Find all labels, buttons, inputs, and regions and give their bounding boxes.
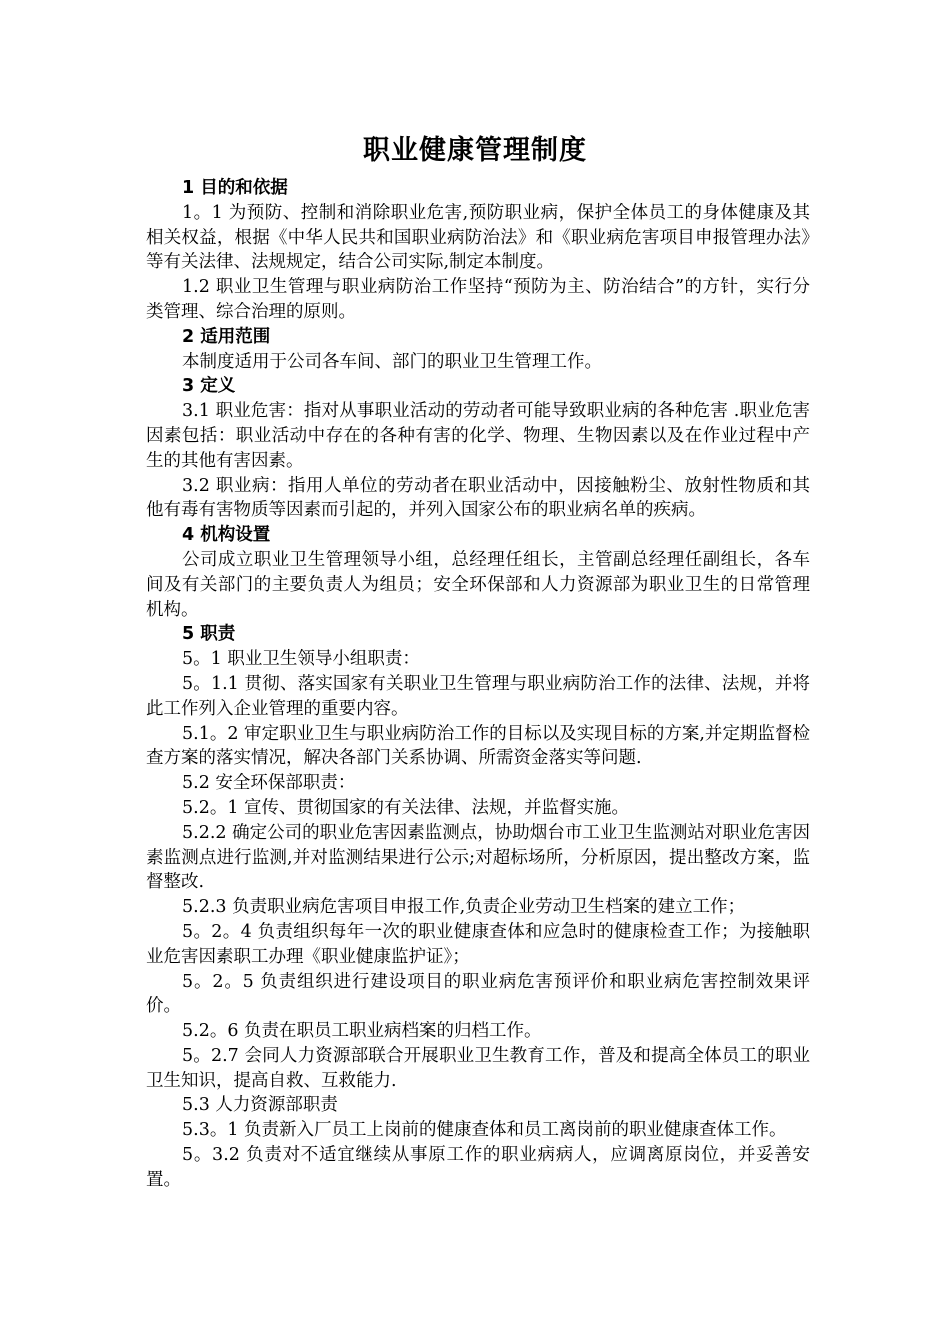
section-heading: 5 职责 <box>182 624 236 645</box>
document-title: 职业健康管理制度 <box>363 135 587 166</box>
body-paragraph: 5。1 职业卫生领导小组职责： <box>182 649 420 670</box>
section-heading: 4 机构设置 <box>182 525 271 546</box>
body-paragraph: 5.2.2 确定公司的职业危害因素监测点，协助烟台市工业卫生监测站对职业危害因素监测点进行监测,并对监测结果进行公示;对超标场所，分析原因，提出整改方案，监督整改. <box>146 822 810 893</box>
body-paragraph: 5。2。4 负责组织每年一次的职业健康查体和应急时的健康检查工作；为接触职业危害因素职工办理《职业健康监护证》； <box>146 921 810 967</box>
body-paragraph: 5。1.1 贯彻、落实国家有关职业卫生管理与职业病防治工作的法律、法规，并将此工作列入企业管理的重要内容。 <box>146 673 810 719</box>
body-paragraph: 5。2.7 会同人力资源部联合开展职业卫生教育工作，普及和提高全体员工的职业卫生知识，提高自救、互救能力. <box>146 1045 810 1091</box>
body-paragraph: 5.3。1 负责新入厂员工上岗前的健康查体和员工离岗前的职业健康查体工作。 <box>182 1120 787 1141</box>
body-paragraph: 3.2 职业病：指用人单位的劳动者在职业活动中，因接触粉尘、放射性物质和其他有毒有害物质等因素而引起的，并列入国家公布的职业病名单的疾病。 <box>146 475 810 521</box>
section-heading: 3 定义 <box>182 376 236 397</box>
body-paragraph: 3.1 职业危害：指对从事职业活动的劳动者可能导致职业病的各种危害 .职业危害因素包括：职业活动中存在的各种有害的化学、物理、生物因素以及在作业过程中产生的其他有害因素。 <box>146 401 810 471</box>
body-paragraph: 公司成立职业卫生管理领导小组，总经理任组长，主管副总经理任副组长，各车间及有关部门的主要负责人为组员；安全环保部和人力资源部为职业卫生的日常管理机构。 <box>146 549 810 620</box>
body-paragraph: 5.2。1 宣传、贯彻国家的有关法律、法规，并监督实施。 <box>182 797 630 818</box>
body-paragraph: 5。3.2 负责对不适宜继续从事原工作的职业病病人，应调离原岗位，并妥善安置。 <box>146 1145 810 1190</box>
document-body <box>146 176 810 1193</box>
body-paragraph: 5。2。5 负责组织进行建设项目的职业病危害预评价和职业病危害控制效果评价。 <box>146 971 810 1017</box>
body-paragraph: 5.2 安全环保部职责： <box>182 773 356 794</box>
body-paragraph: 1.2 职业卫生管理与职业病防治工作坚持“预防为主、防治结合”的方针，实行分类管理、综合治理的原则。 <box>146 277 810 322</box>
body-paragraph: 5.2。6 负责在职员工职业病档案的归档工作。 <box>182 1021 542 1042</box>
body-paragraph: 5.1。2 审定职业卫生与职业病防治工作的目标以及实现目标的方案,并定期监督检查方案的落实情况，解决各部门关系协调、所需资金落实等问题. <box>146 723 810 769</box>
body-paragraph: 5.3 人力资源部职责 <box>182 1095 338 1116</box>
section-heading: 1 目的和依据 <box>182 178 288 198</box>
body-paragraph: 5.2.3 负责职业病危害项目申报工作,负责企业劳动卫生档案的建立工作； <box>182 897 746 918</box>
section-heading: 2 适用范围 <box>182 326 271 347</box>
body-paragraph: 1。1 为预防、控制和消除职业危害,预防职业病，保护全体员工的身体健康及其相关权益，根据《中华人民共和国职业病防治法》和《职业病危害项目申报管理办法》等有关法律、法规规定，结合公司实际,制定本制度。 <box>146 202 810 273</box>
body-paragraph: 本制度适用于公司各车间、部门的职业卫生管理工作。 <box>182 351 602 372</box>
